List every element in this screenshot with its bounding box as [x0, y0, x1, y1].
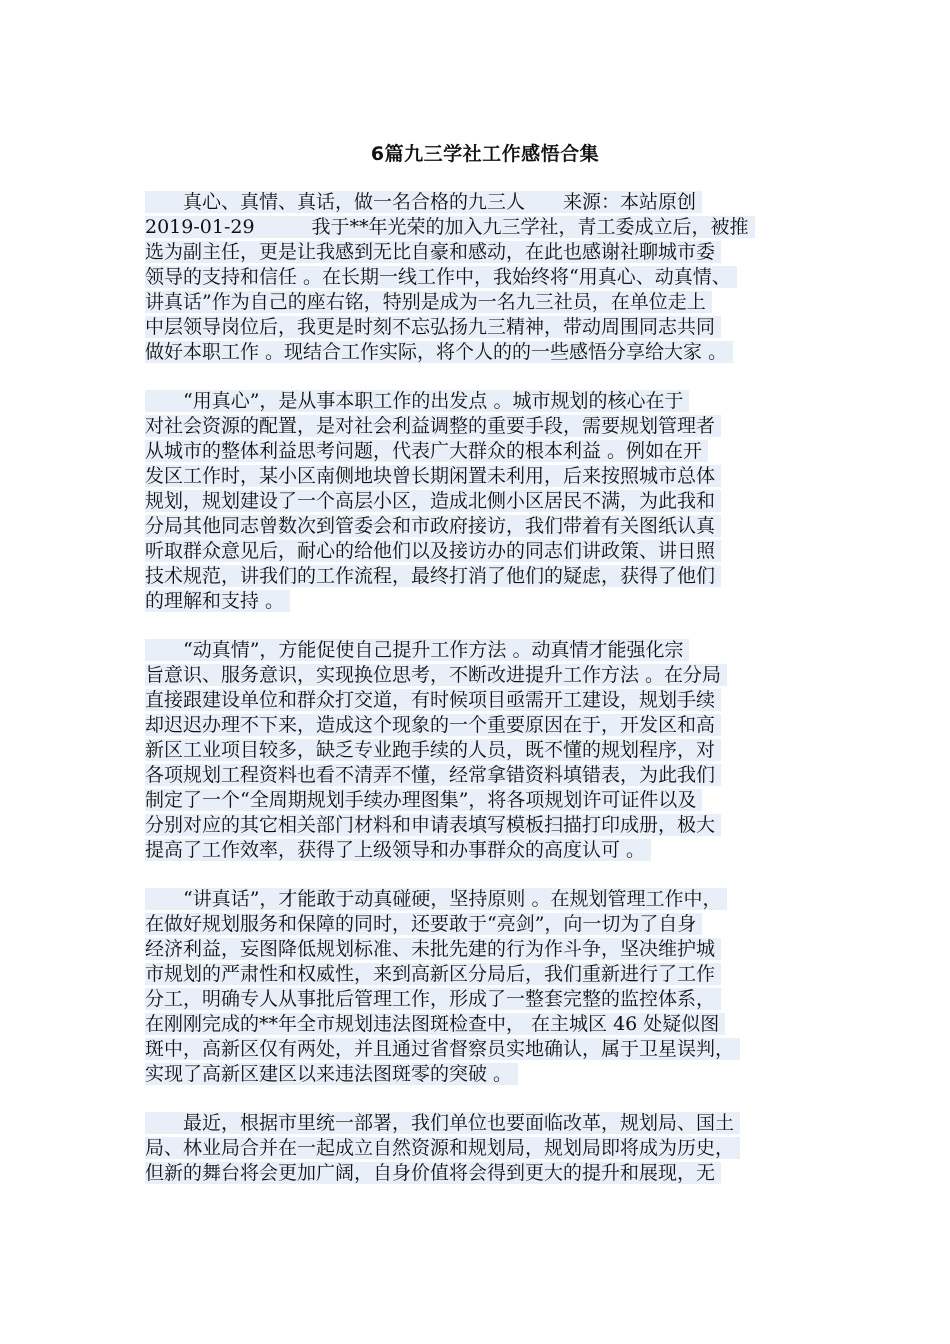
- text-line-content: 讲真话”作为自己的座右铭，特别是成为一名九三社员，在单位走上: [145, 291, 712, 313]
- text-line: [145, 290, 825, 315]
- text-line-content: 分局其他同志曾数次到管委会和市政府接访，我们带着有关图纸认真: [145, 515, 721, 537]
- text-line: [145, 838, 825, 863]
- text-line-content: 分工，明确专人从事批后管理工作，形成了一整套完整的监控体系，: [145, 988, 721, 1010]
- paragraph: [145, 190, 825, 365]
- text-line-content: 规划，规划建设了一个高层小区，造成北侧小区居民不满，为此我和: [145, 490, 721, 512]
- text-line-content: 中层领导岗位后，我更是时刻不忘弘扬九三精神，带动周围同志共同: [145, 316, 721, 338]
- paragraph: [145, 638, 825, 863]
- text-line-content: 局、林业局合并在一起成立自然资源和规划局，规划局即将成为历史，: [145, 1137, 740, 1159]
- text-line: [145, 439, 825, 464]
- text-line-content: 听取群众意见后，耐心的给他们以及接访办的同志们讲政策、讲日照: [145, 540, 721, 562]
- text-line-content: 最近，根据市里统一部署，我们单位也要面临改革，规划局、国土: [145, 1112, 740, 1134]
- text-line-content: 对社会资源的配置，是对社会利益调整的重要手段，需要规划管理者: [145, 415, 721, 437]
- text-line: [145, 713, 825, 738]
- text-line: [145, 564, 825, 589]
- paragraph: [145, 1111, 825, 1186]
- text-line: [145, 788, 825, 813]
- text-line-content: 经济利益，妄图降低规划标准、未批先建的行为作斗争，坚决维护城: [145, 938, 721, 960]
- paragraph: [145, 389, 825, 614]
- document-body: [145, 190, 825, 1186]
- text-line: [145, 638, 825, 663]
- text-line-content: 在做好规划服务和保障的同时，还要敢于“亮剑”，向一切为了自身: [145, 913, 702, 935]
- text-line: [145, 489, 825, 514]
- text-line: [145, 813, 825, 838]
- text-line-content: 在刚刚完成的**年全市规划违法图斑检查中， 在主城区 46 处疑似图: [145, 1013, 725, 1035]
- text-line: [145, 763, 825, 788]
- text-line-content: “用真心”，是从事本职工作的出发点 。城市规划的核心在于: [145, 390, 689, 412]
- text-line-content: 直接跟建设单位和群众打交道，有时候项目亟需开工建设，规划手续: [145, 689, 721, 711]
- text-line-content: 发区工作时，某小区南侧地块曾长期闲置未利用，后来按照城市总体: [145, 465, 721, 487]
- text-line: [145, 215, 825, 240]
- text-line: [145, 1136, 825, 1161]
- text-line-content: 却迟迟办理不下来，造成这个现象的一个重要原因在于，开发区和高: [145, 714, 721, 736]
- document-page: [145, 140, 825, 1210]
- text-line-content: “动真情”，方能促使自己提升工作方法 。动真情才能强化宗: [145, 639, 689, 661]
- text-line: [145, 962, 825, 987]
- text-line-content: 实现了高新区建区以来违法图斑零的突破 。: [145, 1063, 518, 1085]
- text-line: [145, 1012, 825, 1037]
- text-line: [145, 265, 825, 290]
- document-title: 6篇九三学社工作感悟合集: [370, 143, 600, 165]
- text-line: [145, 688, 825, 713]
- text-line: [145, 589, 825, 614]
- text-line-content: 但新的舞台将会更加广阔，自身价值将会得到更大的提升和展现，无: [145, 1162, 721, 1184]
- text-line: [145, 190, 825, 215]
- text-line-content: 旨意识、服务意识，实现换位思考，不断改进提升工作方法 。在分局: [145, 664, 727, 686]
- text-line-content: 真心、真情、真话，做一名合格的九三人 来源：本站原创: [145, 191, 702, 213]
- text-line-content: 领导的支持和信任 。在长期一线工作中，我始终将“用真心、动真情、: [145, 266, 737, 288]
- text-line-content: 提高了工作效率，获得了上级领导和办事群众的高度认可 。: [145, 839, 651, 861]
- text-line: [145, 1037, 825, 1062]
- text-line-content: 的理解和支持 。: [145, 590, 290, 612]
- text-line-content: 技术规范，讲我们的工作流程，最终打消了他们的疑虑，获得了他们: [145, 565, 721, 587]
- text-line: [145, 738, 825, 763]
- text-line-content: “讲真话”，才能敢于动真碰硬，坚持原则 。在规划管理工作中，: [145, 888, 727, 910]
- text-line: [145, 1111, 825, 1136]
- text-line: [145, 937, 825, 962]
- text-line-content: 做好本职工作 。现结合工作实际，将个人的的一些感悟分享给大家 。: [145, 341, 733, 363]
- text-line: [145, 414, 825, 439]
- text-line: [145, 912, 825, 937]
- text-line-content: 从城市的整体利益思考问题，代表广大群众的根本利益 。例如在开: [145, 440, 708, 462]
- text-line: [145, 464, 825, 489]
- text-line: [145, 389, 825, 414]
- text-line: [145, 1062, 825, 1087]
- text-line-content: 分别对应的其它相关部门材料和申请表填写模板扫描打印成册，极大: [145, 814, 721, 836]
- text-line: [145, 987, 825, 1012]
- paragraph: [145, 887, 825, 1087]
- text-line: [145, 514, 825, 539]
- text-line-content: 制定了一个“全周期规划手续办理图集”，将各项规划许可证件以及: [145, 789, 702, 811]
- text-line: [145, 539, 825, 564]
- text-line-content: 市规划的严肃性和权威性，来到高新区分局后，我们重新进行了工作: [145, 963, 721, 985]
- text-line: [145, 315, 825, 340]
- text-line-content: 各项规划工程资料也看不清弄不懂，经常拿错资料填错表，为此我们: [145, 764, 721, 786]
- text-line: [145, 340, 825, 365]
- text-line-content: 2019-01-29 我于**年光荣的加入九三学社，青工委成立后，被推: [145, 216, 755, 238]
- text-line: [145, 1161, 825, 1186]
- text-line-content: 选为副主任，更是让我感到无比自豪和感动，在此也感谢社聊城市委: [145, 241, 721, 263]
- text-line-content: 斑中，高新区仅有两处，并且通过省督察员实地确认，属于卫星误判，: [145, 1038, 740, 1060]
- text-line-content: 新区工业项目较多，缺乏专业跑手续的人员，既不懂的规划程序，对: [145, 739, 721, 761]
- text-line: [145, 887, 825, 912]
- text-line: [145, 663, 825, 688]
- text-line: [145, 240, 825, 265]
